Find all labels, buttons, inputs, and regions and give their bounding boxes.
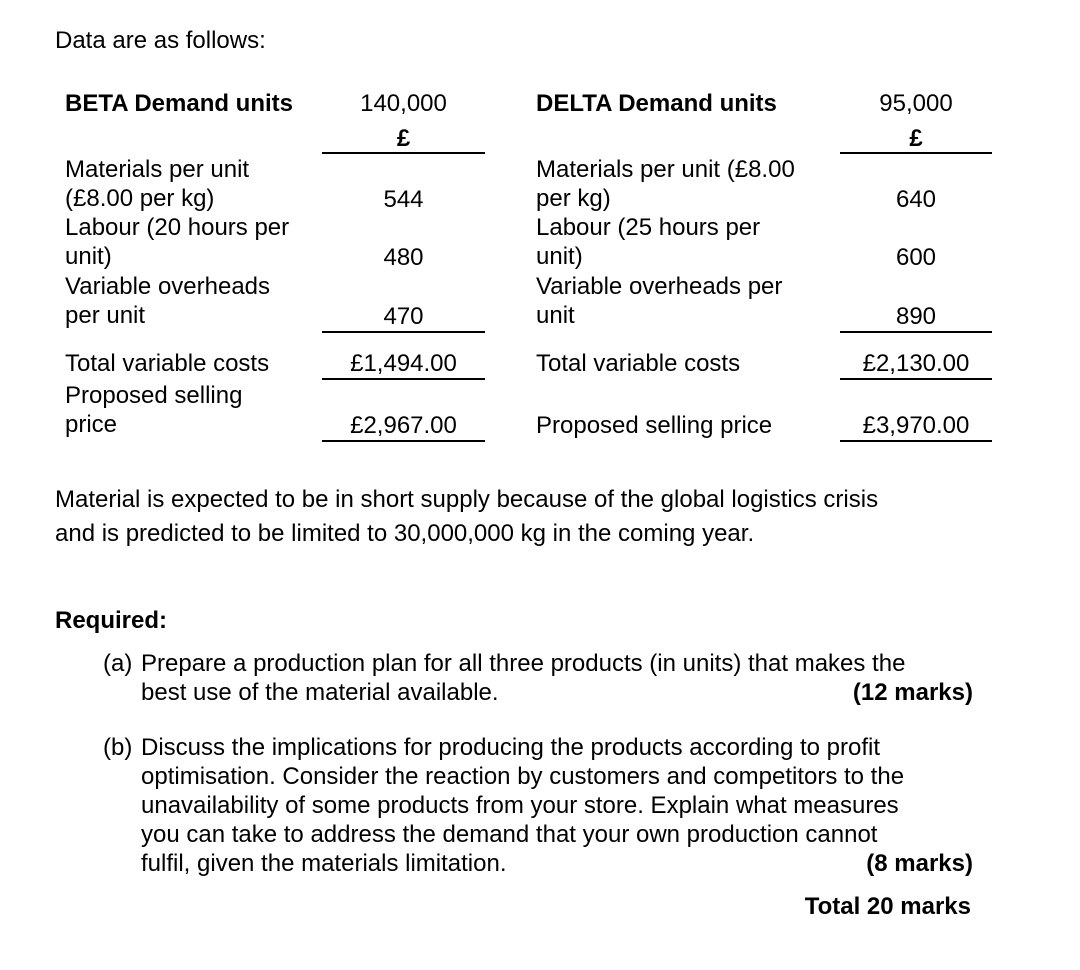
delta-total-rule (840, 378, 992, 380)
delta-price-label: Proposed selling price (536, 412, 773, 439)
delta-row-materials-label: Materials per unit (£8.00 per kg) (536, 156, 795, 212)
question-b-body: Discuss the implications for producing the products according to profit optimisation. Consider the reaction by customers and competitors to the unavailability of some products from your store. Explain what measures you can take to address the demand that your own production cannot fulfil, given the materials limitation. (141, 734, 905, 877)
beta-total-value: £1,494.00 (350, 350, 457, 377)
beta-header-rule (322, 152, 485, 154)
delta-row-labour-label: Labour (25 hours per unit) (536, 214, 761, 270)
delta-total-label: Total variable costs (536, 350, 741, 377)
delta-price-rule (840, 440, 992, 442)
beta-header-label: BETA Demand units (65, 90, 294, 117)
intro-text: Data are as follows: (55, 27, 266, 54)
delta-price-value: £3,970.00 (862, 412, 970, 439)
beta-row-materials-value: 544 (383, 186, 424, 213)
beta-price-value: £2,967.00 (350, 412, 457, 439)
delta-currency: £ (909, 125, 923, 152)
question-b-prefix: (b) (103, 734, 133, 761)
delta-header-value: 95,000 (879, 90, 953, 117)
question-a-line1: Prepare a production plan for all three products (in units) that makes the (141, 650, 906, 677)
beta-row-overheads-value: 470 (383, 303, 424, 330)
question-a-line2: best use of the material available. (141, 679, 499, 706)
delta-header-rule (840, 152, 992, 154)
delta-row-overheads-label: Variable overheads per unit (536, 273, 783, 329)
delta-total-value: £2,130.00 (862, 350, 970, 377)
material-note: Material is expected to be in short supply because of the global logistics crisis and is predicted to be limited to 30,000,000 kg in the coming year. (55, 486, 879, 547)
delta-row-labour-value: 600 (895, 244, 937, 271)
required-heading: Required: (55, 607, 168, 634)
beta-price-rule (322, 440, 485, 442)
beta-price-label: Proposed selling price (65, 382, 243, 438)
beta-header-value: 140,000 (360, 90, 447, 117)
question-a-marks: (12 marks) (852, 679, 973, 706)
question-a-prefix: (a) (103, 650, 133, 677)
delta-subtotal-rule (840, 331, 992, 333)
beta-row-materials-label: Materials per unit (£8.00 per kg) (65, 156, 250, 212)
beta-total-rule (322, 378, 485, 380)
delta-header-label: DELTA Demand units (536, 90, 777, 117)
beta-row-labour-value: 480 (383, 244, 424, 271)
beta-row-overheads-label: Variable overheads per unit (65, 273, 271, 329)
beta-subtotal-rule (322, 331, 485, 333)
delta-row-materials-value: 640 (895, 186, 937, 213)
delta-row-overheads-value: 890 (895, 303, 937, 330)
beta-row-labour-label: Labour (20 hours per unit) (65, 214, 290, 270)
beta-currency: £ (396, 125, 411, 152)
beta-total-label: Total variable costs (65, 350, 270, 377)
question-b-marks: (8 marks) (866, 850, 973, 877)
total-marks: Total 20 marks (804, 893, 971, 920)
